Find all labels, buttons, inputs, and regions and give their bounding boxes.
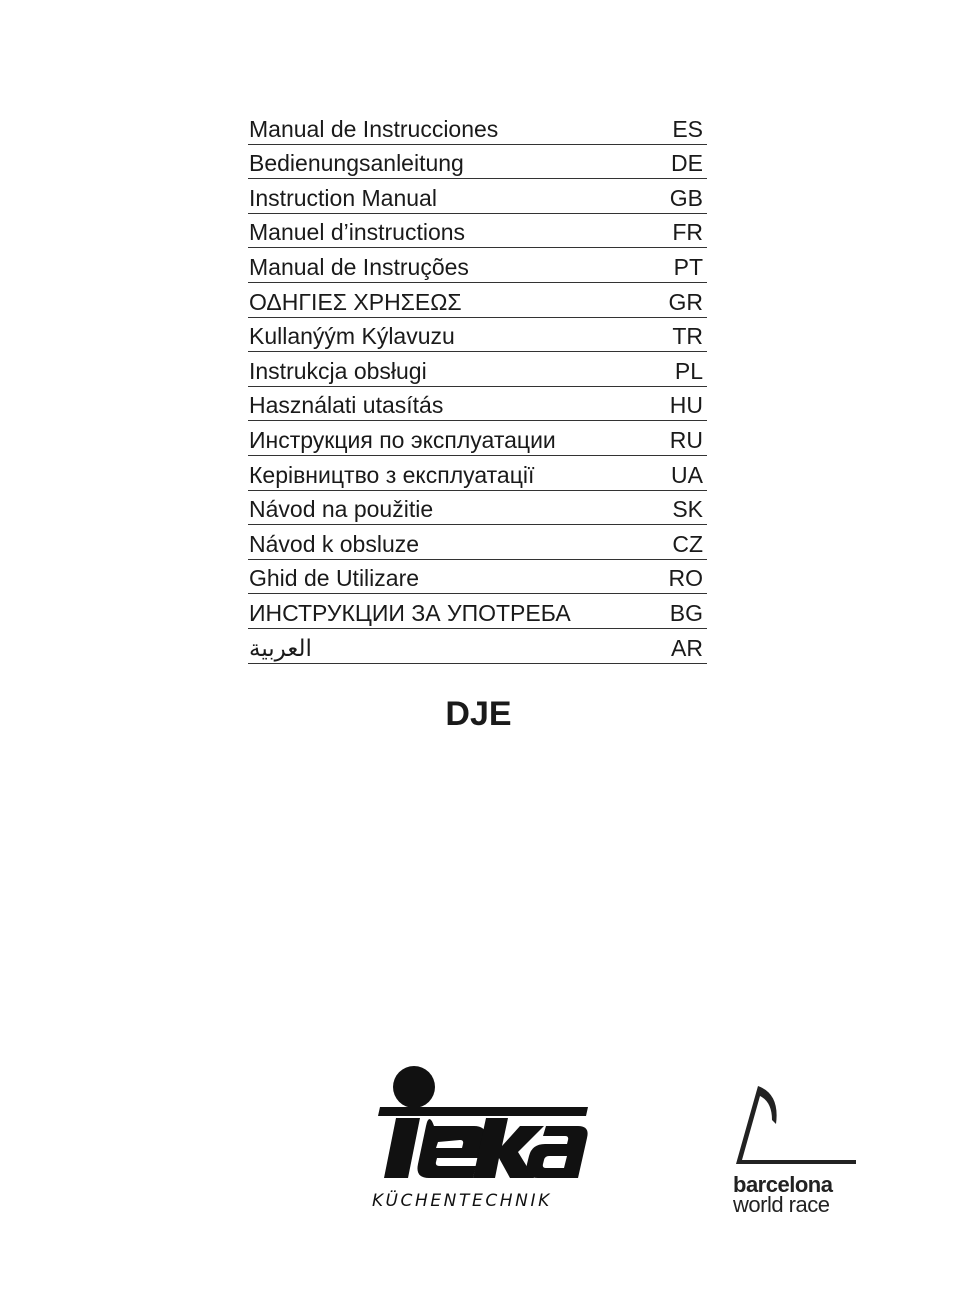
sail-icon: [736, 1086, 856, 1164]
language-title: Инструкция по эксплуатации: [249, 426, 556, 453]
language-code: ES: [672, 115, 703, 142]
teka-tagline: KÜCHENTECHNIK: [372, 1191, 552, 1211]
language-code: AR: [671, 634, 703, 661]
language-row-fr: [248, 214, 707, 249]
language-row-sk: [248, 491, 707, 526]
language-row-bg: [248, 594, 707, 629]
language-row-ar: [248, 629, 707, 664]
language-title: Керівництво з експлуатації: [249, 461, 535, 488]
language-row-pt: [248, 248, 707, 283]
language-row-ru: [248, 421, 707, 456]
language-code: FR: [672, 219, 703, 246]
language-code: GB: [669, 184, 703, 211]
language-row-tr: [248, 318, 707, 353]
language-title: Instruction Manual: [249, 184, 437, 211]
language-row-hu: [248, 387, 707, 422]
language-code: BG: [669, 599, 703, 626]
language-code: SK: [672, 496, 703, 523]
language-row-es: [248, 110, 707, 145]
sponsor-line-2: world race: [733, 1192, 830, 1217]
language-title: Ghid de Utilizare: [249, 565, 420, 592]
language-row-cz: [248, 525, 707, 560]
language-row-gr: [248, 283, 707, 318]
language-row-de: [248, 145, 707, 180]
language-title: Manuel d’instructions: [249, 219, 466, 246]
language-title: Manual de Instruções: [249, 253, 469, 280]
language-code: GR: [668, 288, 703, 315]
language-code: PL: [674, 357, 703, 384]
language-title: ИНСТРУКЦИИ ЗА УПОТРЕБА: [249, 599, 571, 626]
manual-language-list: [248, 110, 707, 664]
language-title: Návod k obsluze: [249, 530, 420, 557]
teka-logo-dot: [393, 1066, 435, 1108]
language-code: TR: [672, 323, 703, 350]
language-code: RU: [669, 426, 703, 453]
teka-logo-letters: [384, 1118, 588, 1178]
language-code: RO: [668, 565, 703, 592]
language-row-ro: [248, 560, 707, 595]
sponsor-text: [733, 1172, 833, 1217]
language-title: Bedienungsanleitung: [249, 150, 464, 177]
language-code: PT: [673, 253, 703, 280]
language-row-pl: [248, 352, 707, 387]
language-title: العربية: [249, 634, 312, 661]
language-code: CZ: [672, 530, 703, 557]
model-name-text: DJE: [445, 695, 512, 733]
language-row-ua: [248, 456, 707, 491]
language-title: Használati utasítás: [249, 392, 444, 419]
language-title: Návod na použitie: [249, 496, 434, 523]
language-title: Instrukcja obsługi: [249, 357, 427, 384]
language-title: ΟΔΗΓΙΕΣ ΧΡΗΣΕΩΣ: [249, 288, 462, 315]
language-title: Manual de Instrucciones: [249, 115, 499, 142]
teka-logo-bar: [378, 1107, 588, 1116]
language-code: DE: [671, 150, 703, 177]
model-name: [0, 695, 954, 734]
language-code: HU: [669, 392, 703, 419]
language-row-gb: [248, 179, 707, 214]
sponsor-line-1: barcelona: [733, 1172, 833, 1197]
language-code: UA: [671, 461, 703, 488]
language-title: Kullanýým Kýlavuzu: [249, 323, 455, 350]
